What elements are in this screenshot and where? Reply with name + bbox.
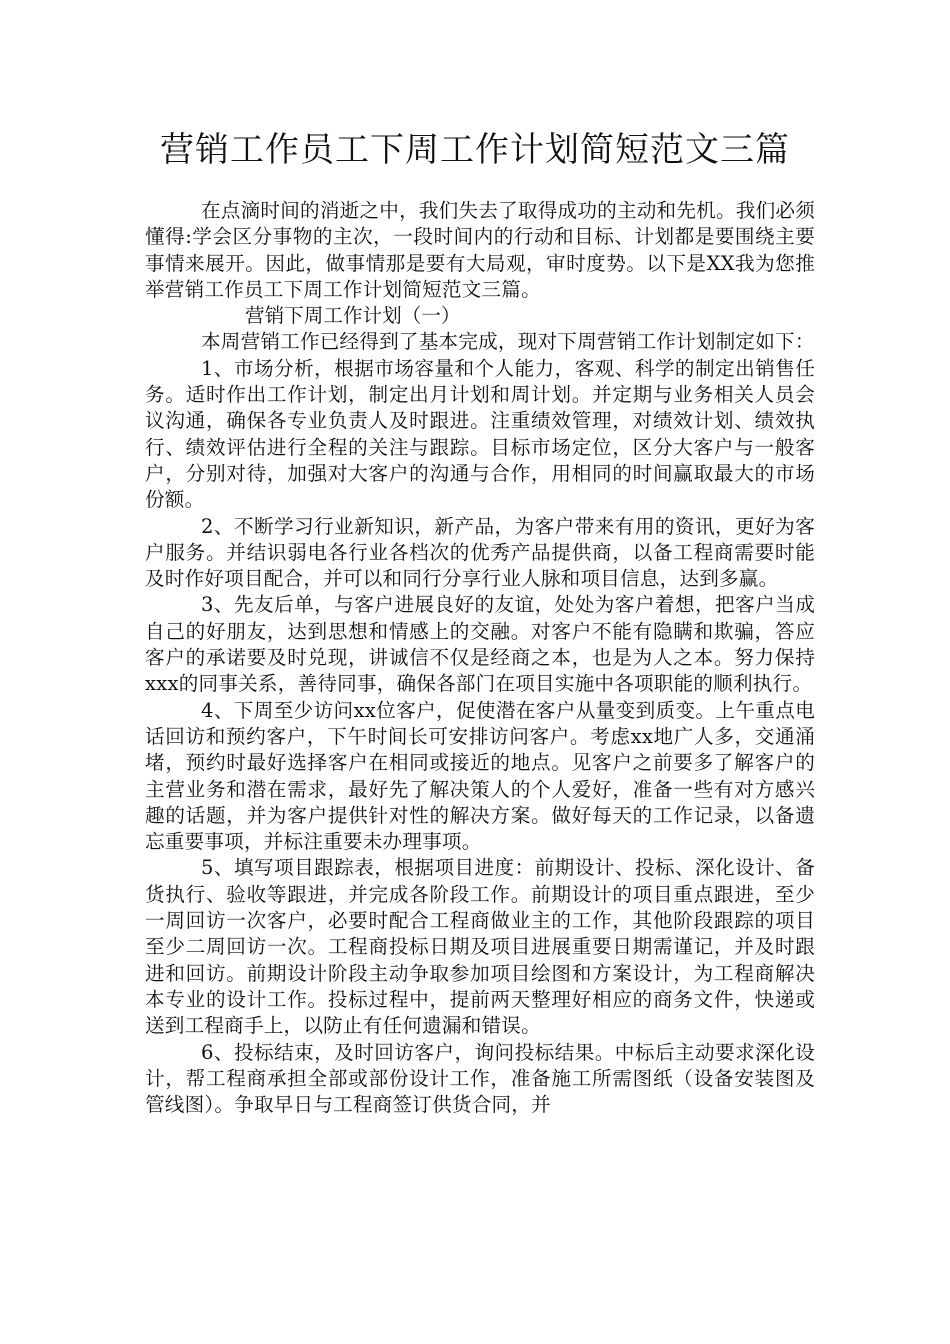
- body-paragraph-item-3: 3、先友后单，与客户进展良好的友谊，处处为客户着想，把客户当成自己的好朋友，达到思想和情感上的交融。对客户不能有隐瞒和欺骗，答应客户的承诺要及时兑现，讲诚信不仅是经商之本，也是为人之本。努力保持xxx的同事关系，善待同事，确保各部门在项目实施中各项职能的顺利执行。: [145, 593, 815, 696]
- section-heading: 营销下周工作计划（一）: [245, 304, 461, 328]
- intro-paragraph: 在点滴时间的消逝之中，我们失去了取得成功的主动和先机。我们必须懂得:学会区分事物的主次，一段时间内的行动和目标、计划都是要围绕主要事情来展开。因此，做事情那是要有大局观，审时度势。以下是XX我为您推举营销工作员工下周工作计划简短范文三篇。: [145, 199, 815, 301]
- body-paragraph-item-2: 2、不断学习行业新知识，新产品，为客户带来有用的资讯，更好为客户服务。并结识弱电各行业各档次的优秀产品提供商，以备工程商需要时能及时作好项目配合，并可以和同行分享行业人脉和项目信息，达到多赢。: [145, 514, 815, 591]
- body-paragraph-item-4: 4、下周至少访问xx位客户，促使潜在客户从量变到质变。上午重点电话回访和预约客户，下午时间长可安排访问客户。考虑xx地广人多，交通涌堵，预约时最好选择客户在相同或接近的地点。见客户之前要多了解客户的主营业务和潜在需求，最好先了解决策人的个人爱好，准备一些有对方感兴趣的话题，并为客户提供针对性的解决方案。做好每天的工作记录，以备遗忘重要事项，并标注重要未办理事项。: [145, 698, 815, 854]
- document-body: [145, 198, 815, 1118]
- body-paragraph-opening: 本周营销工作已经得到了基本完成，现对下周营销工作计划制定如下：: [201, 330, 815, 354]
- body-paragraph-item-1: 1、市场分析，根据市场容量和个人能力，客观、科学的制定出销售任务。适时作出工作计划，制定出月计划和周计划。并定期与业务相关人员会议沟通，确保各专业负责人及时跟进。注重绩效管理，对绩效计划、绩效执行、绩效评估进行全程的关注与跟踪。目标市场定位，区分大客户与一般客户，分别对待，加强对大客户的沟通与合作，用相同的时间赢取最大的市场份额。: [145, 356, 815, 512]
- body-paragraph-item-5: 5、填写项目跟踪表，根据项目进度：前期设计、投标、深化设计、备货执行、验收等跟进，并完成各阶段工作。前期设计的项目重点跟进，至少一周回访一次客户，必要时配合工程商做业主的工作，其他阶段跟踪的项目至少二周回访一次。工程商投标日期及项目进展重要日期需谨记，并及时跟进和回访。前期设计阶段主动争取参加项目绘图和方案设计，为工程商解决本专业的设计工作。投标过程中，提前两天整理好相应的商务文件，快递或送到工程商手上，以防止有任何遗漏和错误。: [145, 856, 815, 1038]
- document-title: 营销工作员工下周工作计划简短范文三篇: [160, 130, 790, 170]
- body-paragraph-item-6: 6、投标结束，及时回访客户，询问投标结果。中标后主动要求深化设计，帮工程商承担全部或部份设计工作，准备施工所需图纸（设备安装图及管线图）。争取早日与工程商签订供货合同，并: [145, 1040, 815, 1117]
